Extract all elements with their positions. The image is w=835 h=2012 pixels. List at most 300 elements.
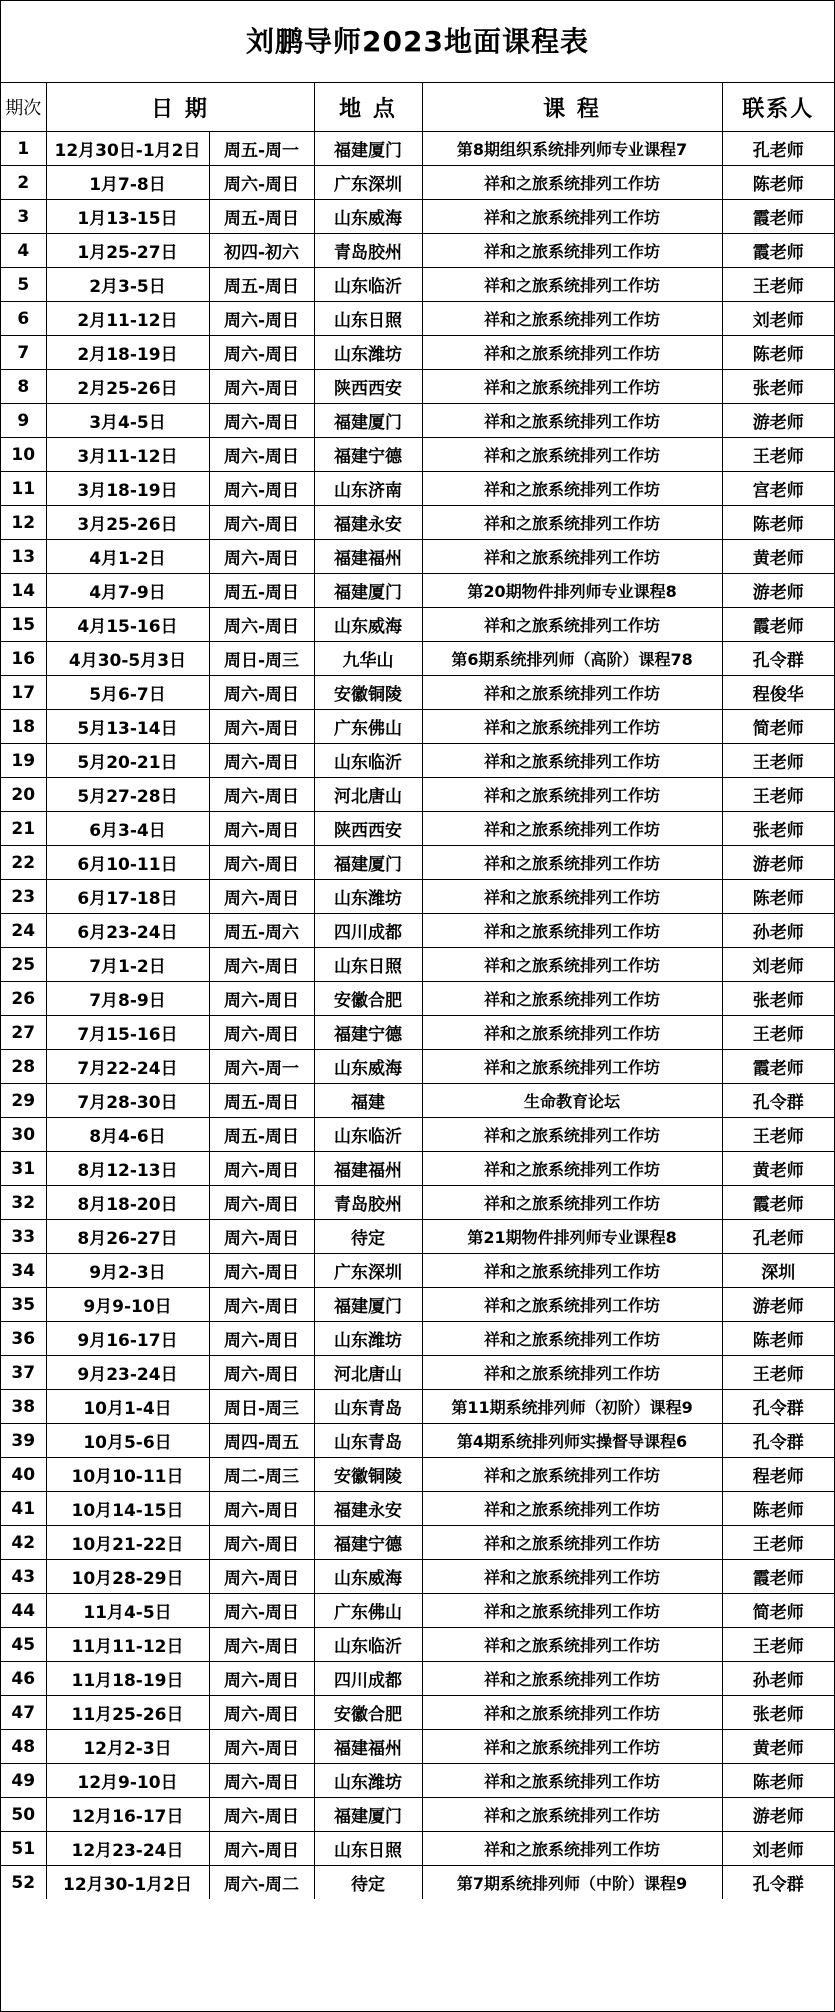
row-course: 第4期系统排列师实操督导课程6 bbox=[422, 1424, 722, 1458]
row-place: 福建福州 bbox=[314, 1730, 422, 1764]
row-place: 山东日照 bbox=[314, 948, 422, 982]
row-place: 河北唐山 bbox=[314, 1356, 422, 1390]
row-place: 福建厦门 bbox=[314, 574, 422, 608]
row-no: 9 bbox=[1, 404, 46, 438]
row-place: 广东佛山 bbox=[314, 1594, 422, 1628]
row-no: 14 bbox=[1, 574, 46, 608]
table-row bbox=[1, 132, 834, 166]
row-date: 12月9-10日 bbox=[46, 1764, 209, 1798]
row-date: 12月23-24日 bbox=[46, 1832, 209, 1866]
row-weekdays: 周六-周日 bbox=[209, 1832, 314, 1866]
row-course: 祥和之旅系统排列工作坊 bbox=[422, 608, 722, 642]
row-no: 19 bbox=[1, 744, 46, 778]
row-contact: 程老师 bbox=[722, 1458, 834, 1492]
row-weekdays: 周六-周日 bbox=[209, 506, 314, 540]
row-place: 青岛胶州 bbox=[314, 1186, 422, 1220]
row-place: 安徽铜陵 bbox=[314, 1458, 422, 1492]
table-row bbox=[1, 1424, 834, 1458]
row-place: 河北唐山 bbox=[314, 778, 422, 812]
row-weekdays: 周六-周日 bbox=[209, 710, 314, 744]
row-course: 祥和之旅系统排列工作坊 bbox=[422, 1526, 722, 1560]
row-weekdays: 周五-周日 bbox=[209, 1118, 314, 1152]
row-weekdays: 周六-周日 bbox=[209, 1696, 314, 1730]
row-weekdays: 周六-周日 bbox=[209, 1492, 314, 1526]
table-row bbox=[1, 642, 834, 676]
row-contact: 陈老师 bbox=[722, 1764, 834, 1798]
table-row bbox=[1, 234, 834, 268]
row-course: 祥和之旅系统排列工作坊 bbox=[422, 1322, 722, 1356]
row-date: 1月7-8日 bbox=[46, 166, 209, 200]
row-course: 祥和之旅系统排列工作坊 bbox=[422, 200, 722, 234]
table-row bbox=[1, 1356, 834, 1390]
row-no: 12 bbox=[1, 506, 46, 540]
row-contact: 简老师 bbox=[722, 1594, 834, 1628]
row-course: 祥和之旅系统排列工作坊 bbox=[422, 1492, 722, 1526]
row-date: 10月10-11日 bbox=[46, 1458, 209, 1492]
table-row bbox=[1, 608, 834, 642]
row-date: 11月25-26日 bbox=[46, 1696, 209, 1730]
row-date: 5月13-14日 bbox=[46, 710, 209, 744]
row-course: 祥和之旅系统排列工作坊 bbox=[422, 1764, 722, 1798]
row-date: 12月30日-1月2日 bbox=[46, 132, 209, 166]
row-date: 10月21-22日 bbox=[46, 1526, 209, 1560]
row-date: 6月17-18日 bbox=[46, 880, 209, 914]
row-weekdays: 周六-周日 bbox=[209, 948, 314, 982]
row-no: 16 bbox=[1, 642, 46, 676]
row-date: 6月10-11日 bbox=[46, 846, 209, 880]
row-contact: 陈老师 bbox=[722, 1492, 834, 1526]
row-date: 7月28-30日 bbox=[46, 1084, 209, 1118]
row-place: 山东威海 bbox=[314, 1050, 422, 1084]
table-row bbox=[1, 1220, 834, 1254]
row-course: 祥和之旅系统排列工作坊 bbox=[422, 1458, 722, 1492]
row-date: 12月16-17日 bbox=[46, 1798, 209, 1832]
row-no: 18 bbox=[1, 710, 46, 744]
row-no: 24 bbox=[1, 914, 46, 948]
row-date: 12月30-1月2日 bbox=[46, 1866, 209, 1900]
row-course: 祥和之旅系统排列工作坊 bbox=[422, 1662, 722, 1696]
row-place: 安徽合肥 bbox=[314, 1696, 422, 1730]
row-contact: 霞老师 bbox=[722, 1560, 834, 1594]
row-weekdays: 周六-周日 bbox=[209, 166, 314, 200]
row-date: 3月18-19日 bbox=[46, 472, 209, 506]
row-date: 5月27-28日 bbox=[46, 778, 209, 812]
row-no: 45 bbox=[1, 1628, 46, 1662]
row-no: 48 bbox=[1, 1730, 46, 1764]
row-course: 祥和之旅系统排列工作坊 bbox=[422, 1356, 722, 1390]
row-weekdays: 周六-周日 bbox=[209, 1526, 314, 1560]
row-contact: 王老师 bbox=[722, 778, 834, 812]
row-course: 祥和之旅系统排列工作坊 bbox=[422, 676, 722, 710]
table-row bbox=[1, 1322, 834, 1356]
row-weekdays: 周六-周日 bbox=[209, 846, 314, 880]
row-place: 安徽合肥 bbox=[314, 982, 422, 1016]
row-place: 福建福州 bbox=[314, 540, 422, 574]
header-no: 期次 bbox=[1, 83, 46, 132]
row-weekdays: 周六-周日 bbox=[209, 1254, 314, 1288]
row-no: 6 bbox=[1, 302, 46, 336]
row-contact: 孔老师 bbox=[722, 1220, 834, 1254]
row-place: 福建永安 bbox=[314, 1492, 422, 1526]
row-no: 8 bbox=[1, 370, 46, 404]
row-course: 祥和之旅系统排列工作坊 bbox=[422, 1016, 722, 1050]
row-weekdays: 周六-周日 bbox=[209, 472, 314, 506]
row-course: 第20期物件排列师专业课程8 bbox=[422, 574, 722, 608]
row-contact: 黄老师 bbox=[722, 540, 834, 574]
row-weekdays: 周五-周日 bbox=[209, 268, 314, 302]
row-course: 祥和之旅系统排列工作坊 bbox=[422, 336, 722, 370]
row-place: 广东深圳 bbox=[314, 166, 422, 200]
row-no: 36 bbox=[1, 1322, 46, 1356]
row-contact: 黄老师 bbox=[722, 1152, 834, 1186]
row-course: 第7期系统排列师（中阶）课程9 bbox=[422, 1866, 722, 1900]
row-course: 祥和之旅系统排列工作坊 bbox=[422, 1152, 722, 1186]
row-no: 5 bbox=[1, 268, 46, 302]
row-place: 山东青岛 bbox=[314, 1390, 422, 1424]
row-contact: 游老师 bbox=[722, 404, 834, 438]
row-contact: 陈老师 bbox=[722, 336, 834, 370]
table-row bbox=[1, 1288, 834, 1322]
row-contact: 孙老师 bbox=[722, 914, 834, 948]
row-weekdays: 周六-周日 bbox=[209, 438, 314, 472]
table-row bbox=[1, 506, 834, 540]
row-contact: 张老师 bbox=[722, 370, 834, 404]
row-course: 祥和之旅系统排列工作坊 bbox=[422, 1798, 722, 1832]
row-weekdays: 周六-周日 bbox=[209, 1016, 314, 1050]
row-place: 四川成都 bbox=[314, 1662, 422, 1696]
row-place: 山东潍坊 bbox=[314, 336, 422, 370]
row-weekdays: 周六-周日 bbox=[209, 982, 314, 1016]
table-row bbox=[1, 1084, 834, 1118]
row-place: 福建宁德 bbox=[314, 1526, 422, 1560]
table-row bbox=[1, 914, 834, 948]
table-row bbox=[1, 710, 834, 744]
row-place: 山东济南 bbox=[314, 472, 422, 506]
row-weekdays: 周二-周三 bbox=[209, 1458, 314, 1492]
row-contact: 孙老师 bbox=[722, 1662, 834, 1696]
row-date: 9月9-10日 bbox=[46, 1288, 209, 1322]
row-course: 祥和之旅系统排列工作坊 bbox=[422, 404, 722, 438]
table-row bbox=[1, 948, 834, 982]
row-contact: 王老师 bbox=[722, 1016, 834, 1050]
row-weekdays: 周六-周日 bbox=[209, 608, 314, 642]
row-date: 8月26-27日 bbox=[46, 1220, 209, 1254]
row-no: 2 bbox=[1, 166, 46, 200]
row-contact: 刘老师 bbox=[722, 948, 834, 982]
row-place: 山东临沂 bbox=[314, 1118, 422, 1152]
row-contact: 霞老师 bbox=[722, 608, 834, 642]
row-contact: 陈老师 bbox=[722, 880, 834, 914]
table-row bbox=[1, 574, 834, 608]
row-contact: 宫老师 bbox=[722, 472, 834, 506]
row-place: 广东深圳 bbox=[314, 1254, 422, 1288]
table-row bbox=[1, 1696, 834, 1730]
row-contact: 张老师 bbox=[722, 812, 834, 846]
row-date: 5月20-21日 bbox=[46, 744, 209, 778]
table-row bbox=[1, 1526, 834, 1560]
row-date: 2月25-26日 bbox=[46, 370, 209, 404]
table-row bbox=[1, 1798, 834, 1832]
row-no: 10 bbox=[1, 438, 46, 472]
row-place: 陕西西安 bbox=[314, 812, 422, 846]
row-date: 10月14-15日 bbox=[46, 1492, 209, 1526]
row-weekdays: 周六-周日 bbox=[209, 1628, 314, 1662]
row-place: 四川成都 bbox=[314, 914, 422, 948]
row-contact: 王老师 bbox=[722, 438, 834, 472]
row-date: 2月11-12日 bbox=[46, 302, 209, 336]
row-contact: 游老师 bbox=[722, 574, 834, 608]
row-weekdays: 周六-周日 bbox=[209, 1764, 314, 1798]
row-contact: 刘老师 bbox=[722, 302, 834, 336]
row-weekdays: 周六-周日 bbox=[209, 1662, 314, 1696]
row-no: 28 bbox=[1, 1050, 46, 1084]
row-date: 7月15-16日 bbox=[46, 1016, 209, 1050]
row-weekdays: 周日-周三 bbox=[209, 642, 314, 676]
row-weekdays: 周六-周二 bbox=[209, 1866, 314, 1900]
row-date: 6月3-4日 bbox=[46, 812, 209, 846]
row-weekdays: 周六-周日 bbox=[209, 1288, 314, 1322]
row-course: 祥和之旅系统排列工作坊 bbox=[422, 506, 722, 540]
table-row bbox=[1, 1152, 834, 1186]
row-no: 17 bbox=[1, 676, 46, 710]
row-contact: 孔老师 bbox=[722, 132, 834, 166]
row-no: 49 bbox=[1, 1764, 46, 1798]
row-course: 祥和之旅系统排列工作坊 bbox=[422, 1696, 722, 1730]
table-row bbox=[1, 846, 834, 880]
schedule-table bbox=[1, 83, 834, 1899]
table-row bbox=[1, 472, 834, 506]
row-date: 8月12-13日 bbox=[46, 1152, 209, 1186]
row-date: 6月23-24日 bbox=[46, 914, 209, 948]
row-course: 祥和之旅系统排列工作坊 bbox=[422, 1730, 722, 1764]
table-row bbox=[1, 880, 834, 914]
row-date: 8月18-20日 bbox=[46, 1186, 209, 1220]
row-contact: 孔令群 bbox=[722, 1866, 834, 1900]
header-course: 课 程 bbox=[422, 83, 722, 132]
row-no: 30 bbox=[1, 1118, 46, 1152]
row-no: 44 bbox=[1, 1594, 46, 1628]
row-course: 祥和之旅系统排列工作坊 bbox=[422, 1186, 722, 1220]
header-contact: 联系人 bbox=[722, 83, 834, 132]
row-no: 43 bbox=[1, 1560, 46, 1594]
row-course: 祥和之旅系统排列工作坊 bbox=[422, 982, 722, 1016]
row-contact: 霞老师 bbox=[722, 1050, 834, 1084]
row-no: 26 bbox=[1, 982, 46, 1016]
row-place: 九华山 bbox=[314, 642, 422, 676]
table-row bbox=[1, 744, 834, 778]
row-no: 3 bbox=[1, 200, 46, 234]
row-no: 21 bbox=[1, 812, 46, 846]
row-weekdays: 周六-周日 bbox=[209, 778, 314, 812]
row-place: 山东日照 bbox=[314, 302, 422, 336]
row-course: 祥和之旅系统排列工作坊 bbox=[422, 948, 722, 982]
page-title: 刘鹏导师2023地面课程表 bbox=[1, 1, 834, 83]
row-contact: 刘老师 bbox=[722, 1832, 834, 1866]
row-course: 祥和之旅系统排列工作坊 bbox=[422, 846, 722, 880]
row-weekdays: 周六-周日 bbox=[209, 880, 314, 914]
row-course: 祥和之旅系统排列工作坊 bbox=[422, 1832, 722, 1866]
row-place: 福建厦门 bbox=[314, 132, 422, 166]
row-weekdays: 周六-周日 bbox=[209, 1186, 314, 1220]
row-weekdays: 初四-初六 bbox=[209, 234, 314, 268]
row-contact: 孔令群 bbox=[722, 1424, 834, 1458]
table-row bbox=[1, 1186, 834, 1220]
row-date: 11月11-12日 bbox=[46, 1628, 209, 1662]
row-place: 待定 bbox=[314, 1866, 422, 1900]
table-row bbox=[1, 1390, 834, 1424]
row-course: 生命教育论坛 bbox=[422, 1084, 722, 1118]
row-place: 福建厦门 bbox=[314, 404, 422, 438]
row-no: 23 bbox=[1, 880, 46, 914]
row-date: 1月25-27日 bbox=[46, 234, 209, 268]
row-no: 39 bbox=[1, 1424, 46, 1458]
table-row bbox=[1, 438, 834, 472]
row-weekdays: 周六-周日 bbox=[209, 744, 314, 778]
row-weekdays: 周六-周日 bbox=[209, 1356, 314, 1390]
row-weekdays: 周六-周日 bbox=[209, 1152, 314, 1186]
row-contact: 陈老师 bbox=[722, 166, 834, 200]
row-date: 7月1-2日 bbox=[46, 948, 209, 982]
row-contact: 孔令群 bbox=[722, 1084, 834, 1118]
table-row bbox=[1, 404, 834, 438]
row-weekdays: 周五-周日 bbox=[209, 200, 314, 234]
row-course: 祥和之旅系统排列工作坊 bbox=[422, 914, 722, 948]
row-place: 待定 bbox=[314, 1220, 422, 1254]
row-course: 祥和之旅系统排列工作坊 bbox=[422, 710, 722, 744]
row-date: 2月18-19日 bbox=[46, 336, 209, 370]
row-contact: 王老师 bbox=[722, 1526, 834, 1560]
row-no: 4 bbox=[1, 234, 46, 268]
row-weekdays: 周日-周三 bbox=[209, 1390, 314, 1424]
row-weekdays: 周五-周六 bbox=[209, 914, 314, 948]
row-contact: 王老师 bbox=[722, 1356, 834, 1390]
row-contact: 王老师 bbox=[722, 268, 834, 302]
table-row bbox=[1, 812, 834, 846]
row-date: 10月28-29日 bbox=[46, 1560, 209, 1594]
table-row bbox=[1, 1628, 834, 1662]
row-course: 祥和之旅系统排列工作坊 bbox=[422, 438, 722, 472]
row-no: 31 bbox=[1, 1152, 46, 1186]
row-no: 41 bbox=[1, 1492, 46, 1526]
row-no: 11 bbox=[1, 472, 46, 506]
row-course: 祥和之旅系统排列工作坊 bbox=[422, 540, 722, 574]
table-row bbox=[1, 1016, 834, 1050]
row-no: 35 bbox=[1, 1288, 46, 1322]
table-row bbox=[1, 676, 834, 710]
schedule-rows bbox=[1, 132, 834, 1900]
row-no: 22 bbox=[1, 846, 46, 880]
row-weekdays: 周六-周日 bbox=[209, 1322, 314, 1356]
row-date: 4月7-9日 bbox=[46, 574, 209, 608]
table-row bbox=[1, 1118, 834, 1152]
row-contact: 霞老师 bbox=[722, 1186, 834, 1220]
row-weekdays: 周四-周五 bbox=[209, 1424, 314, 1458]
row-contact: 孔令群 bbox=[722, 642, 834, 676]
table-row bbox=[1, 268, 834, 302]
row-weekdays: 周六-周日 bbox=[209, 404, 314, 438]
row-contact: 霞老师 bbox=[722, 200, 834, 234]
row-no: 15 bbox=[1, 608, 46, 642]
table-row bbox=[1, 1458, 834, 1492]
row-place: 广东佛山 bbox=[314, 710, 422, 744]
row-course: 祥和之旅系统排列工作坊 bbox=[422, 268, 722, 302]
row-weekdays: 周六-周日 bbox=[209, 336, 314, 370]
table-row bbox=[1, 1662, 834, 1696]
row-course: 祥和之旅系统排列工作坊 bbox=[422, 1050, 722, 1084]
row-date: 12月2-3日 bbox=[46, 1730, 209, 1764]
row-place: 福建厦门 bbox=[314, 846, 422, 880]
header-place: 地 点 bbox=[314, 83, 422, 132]
row-contact: 游老师 bbox=[722, 1798, 834, 1832]
row-no: 42 bbox=[1, 1526, 46, 1560]
row-place: 山东潍坊 bbox=[314, 1322, 422, 1356]
row-place: 山东临沂 bbox=[314, 744, 422, 778]
row-course: 祥和之旅系统排列工作坊 bbox=[422, 166, 722, 200]
row-date: 9月23-24日 bbox=[46, 1356, 209, 1390]
row-no: 1 bbox=[1, 132, 46, 166]
row-weekdays: 周六-周日 bbox=[209, 1560, 314, 1594]
row-place: 福建宁德 bbox=[314, 438, 422, 472]
row-no: 7 bbox=[1, 336, 46, 370]
row-date: 3月25-26日 bbox=[46, 506, 209, 540]
row-place: 福建厦门 bbox=[314, 1288, 422, 1322]
row-place: 山东临沂 bbox=[314, 268, 422, 302]
row-date: 10月1-4日 bbox=[46, 1390, 209, 1424]
row-weekdays: 周六-周日 bbox=[209, 540, 314, 574]
table-row bbox=[1, 1594, 834, 1628]
table-row bbox=[1, 1832, 834, 1866]
table-row bbox=[1, 336, 834, 370]
row-date: 3月11-12日 bbox=[46, 438, 209, 472]
row-place: 山东临沂 bbox=[314, 1628, 422, 1662]
row-no: 47 bbox=[1, 1696, 46, 1730]
row-date: 11月18-19日 bbox=[46, 1662, 209, 1696]
row-no: 50 bbox=[1, 1798, 46, 1832]
row-weekdays: 周五-周日 bbox=[209, 1084, 314, 1118]
row-contact: 霞老师 bbox=[722, 234, 834, 268]
row-place: 陕西西安 bbox=[314, 370, 422, 404]
row-no: 40 bbox=[1, 1458, 46, 1492]
row-no: 51 bbox=[1, 1832, 46, 1866]
row-course: 祥和之旅系统排列工作坊 bbox=[422, 1594, 722, 1628]
row-contact: 张老师 bbox=[722, 1696, 834, 1730]
table-row bbox=[1, 778, 834, 812]
table-row bbox=[1, 1764, 834, 1798]
row-place: 福建 bbox=[314, 1084, 422, 1118]
row-date: 9月16-17日 bbox=[46, 1322, 209, 1356]
row-course: 祥和之旅系统排列工作坊 bbox=[422, 1288, 722, 1322]
row-no: 20 bbox=[1, 778, 46, 812]
row-course: 祥和之旅系统排列工作坊 bbox=[422, 302, 722, 336]
row-course: 祥和之旅系统排列工作坊 bbox=[422, 1628, 722, 1662]
row-place: 福建福州 bbox=[314, 1152, 422, 1186]
row-weekdays: 周六-周日 bbox=[209, 302, 314, 336]
row-no: 46 bbox=[1, 1662, 46, 1696]
row-weekdays: 周五-周日 bbox=[209, 574, 314, 608]
row-no: 33 bbox=[1, 1220, 46, 1254]
table-row bbox=[1, 166, 834, 200]
table-row bbox=[1, 200, 834, 234]
row-weekdays: 周六-周日 bbox=[209, 1730, 314, 1764]
row-contact: 王老师 bbox=[722, 1628, 834, 1662]
table-row bbox=[1, 1254, 834, 1288]
row-date: 4月1-2日 bbox=[46, 540, 209, 574]
row-no: 13 bbox=[1, 540, 46, 574]
row-no: 25 bbox=[1, 948, 46, 982]
row-weekdays: 周六-周日 bbox=[209, 676, 314, 710]
row-course: 第6期系统排列师（高阶）课程78 bbox=[422, 642, 722, 676]
row-weekdays: 周六-周一 bbox=[209, 1050, 314, 1084]
